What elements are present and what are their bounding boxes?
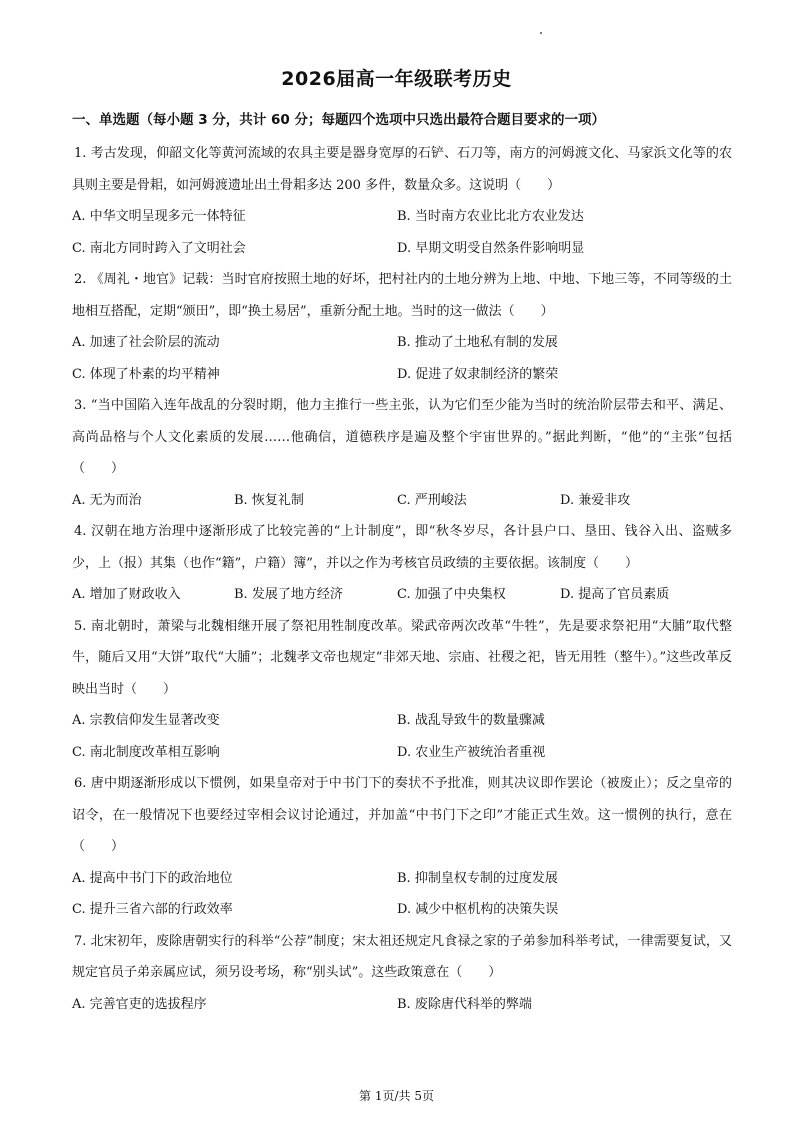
- option-group: [72, 989, 732, 1021]
- question-3: [72, 390, 732, 516]
- scan-dot: [540, 32, 542, 34]
- option-c: C. 加强了中央集权: [397, 587, 506, 602]
- option-a: A. 加速了社会阶层的流动: [72, 335, 220, 350]
- page-title: 2026届高一年级联考历史: [281, 68, 512, 90]
- option-c: C. 南北制度改革相互影响: [72, 744, 220, 760]
- question-stem: 3. “当中国陷入连年战乱的分裂时期，他力主推行一些主张，认为它们至少能为当时的统治阶层带去和平、满足、高尚品格与个人文化素质的发展……他确信，道德秩序是遍及整个宇宙世界的。”据此判断，“他”的“主张”包括（ ）: [72, 398, 732, 476]
- option-c: C. 体现了朴素的均平精神: [72, 366, 220, 382]
- section-heading: 一、单选题（每小题 3 分，共计 60 分；每题四个选项中只选出最符合题目要求的一项）: [72, 112, 605, 128]
- option-d: D. 兼爱非攻: [560, 492, 631, 508]
- option-group: [72, 485, 732, 517]
- question-stem: 2. 《周礼・地官》记载：当时官府按照土地的好坏，把村社内的土地分辨为上地、中地、下地三等，不同等级的土地相互搭配，定期“颁田”，即“换土易居”，重新分配土地。当时的这一做法（ ）: [72, 272, 732, 319]
- option-b: B. 当时南方农业比北方农业发达: [397, 209, 584, 224]
- option-a: A. 中华文明呈现多元一体特征: [72, 209, 246, 224]
- option-b: B. 推动了土地私有制的发展: [397, 335, 558, 350]
- option-d: D. 提高了官员素质: [560, 587, 670, 602]
- option-d: D. 早期文明受自然条件影响明显: [397, 240, 585, 256]
- option-c: C. 南北方同时跨入了文明社会: [72, 240, 246, 256]
- option-d: D. 农业生产被统治者重视: [397, 744, 546, 760]
- page-footer: 第 1页/共 5页: [359, 1089, 434, 1103]
- option-b: B. 战乱导致牛的数量骤减: [397, 713, 545, 728]
- option-d: D. 减少中枢机构的决策失误: [397, 902, 559, 917]
- option-c: C. 提升三省六部的行政效率: [72, 902, 233, 917]
- option-a: A. 无为而治: [72, 492, 142, 508]
- question-stem: 7. 北宋初年，废除唐朝实行的科举“公荐”制度；宋太祖还规定凡食禄之家的子弟参加科举考试，一律需要复试，又规定官员子弟亲属应试，须另设考场，称“别头试”。这些政策意在（ ）: [72, 933, 732, 980]
- option-group: [72, 201, 732, 264]
- question-stem: 4. 汉朝在地方治理中逐渐形成了比较完善的“上计制度”，即“秋冬岁尽，各计县户口、垦田、钱谷入出、盗贼多少，上（报）其集（也作“籍”，户籍）簿”，并以之作为考核官员政绩的主要依据。该制度（ ）: [72, 524, 732, 571]
- option-b: B. 恢复礼制: [234, 492, 304, 508]
- option-a: A. 完善官吏的选拔程序: [72, 996, 207, 1012]
- option-a: A. 宗教信仰发生显著改变: [72, 713, 220, 728]
- question-stem: 6. 唐中期逐渐形成以下惯例，如果皇帝对于中书门下的奏状不予批准，则其决议即作罢论（被废止）；反之皇帝的诏令，在一般情况下也要经过宰相会议讨论通过，并加盖“中书门下之印”才能正式生效。这一惯例的执行，意在（ ）: [72, 776, 732, 854]
- option-a: A. 提高中书门下的政治地位: [72, 870, 233, 886]
- option-c: C. 严刑峻法: [397, 492, 467, 508]
- question-6: [72, 768, 732, 926]
- option-group: [72, 579, 732, 611]
- option-group: [72, 705, 732, 768]
- question-4: [72, 516, 732, 611]
- question-2: [72, 264, 732, 390]
- question-5: [72, 611, 732, 769]
- question-list: [72, 138, 732, 1020]
- option-d: D. 促进了奴隶制经济的繁荣: [397, 366, 559, 382]
- option-b: B. 废除唐代科举的弊端: [397, 996, 532, 1012]
- option-group: [72, 327, 732, 390]
- option-a: A. 增加了财政收入: [72, 587, 181, 602]
- option-group: [72, 863, 732, 926]
- option-b: B. 抑制皇权专制的过度发展: [397, 870, 558, 886]
- option-b: B. 发展了地方经济: [234, 587, 343, 602]
- question-7: [72, 926, 732, 1021]
- question-1: [72, 138, 732, 264]
- question-stem: 5. 南北朝时，萧梁与北魏相继开展了祭祀用牲制度改革。梁武帝两次改革“牛牲”，先是要求祭祀用“大脯”取代整牛，随后又用“大饼”取代“大脯”；北魏孝文帝也规定“非郊天地、宗庙、社稷之祀，皆无用牲（整牛）。”这些改革反映出当时（ ）: [72, 618, 732, 697]
- question-stem: 1. 考古发现，仰韶文化等黄河流域的农具主要是器身宽厚的石铲、石刀等，南方的河姆渡文化、马家浜文化等的农具则主要是骨耜，如河姆渡遗址出土骨耜多达 200 多件，数量众多。这说明（ ）: [72, 146, 732, 193]
